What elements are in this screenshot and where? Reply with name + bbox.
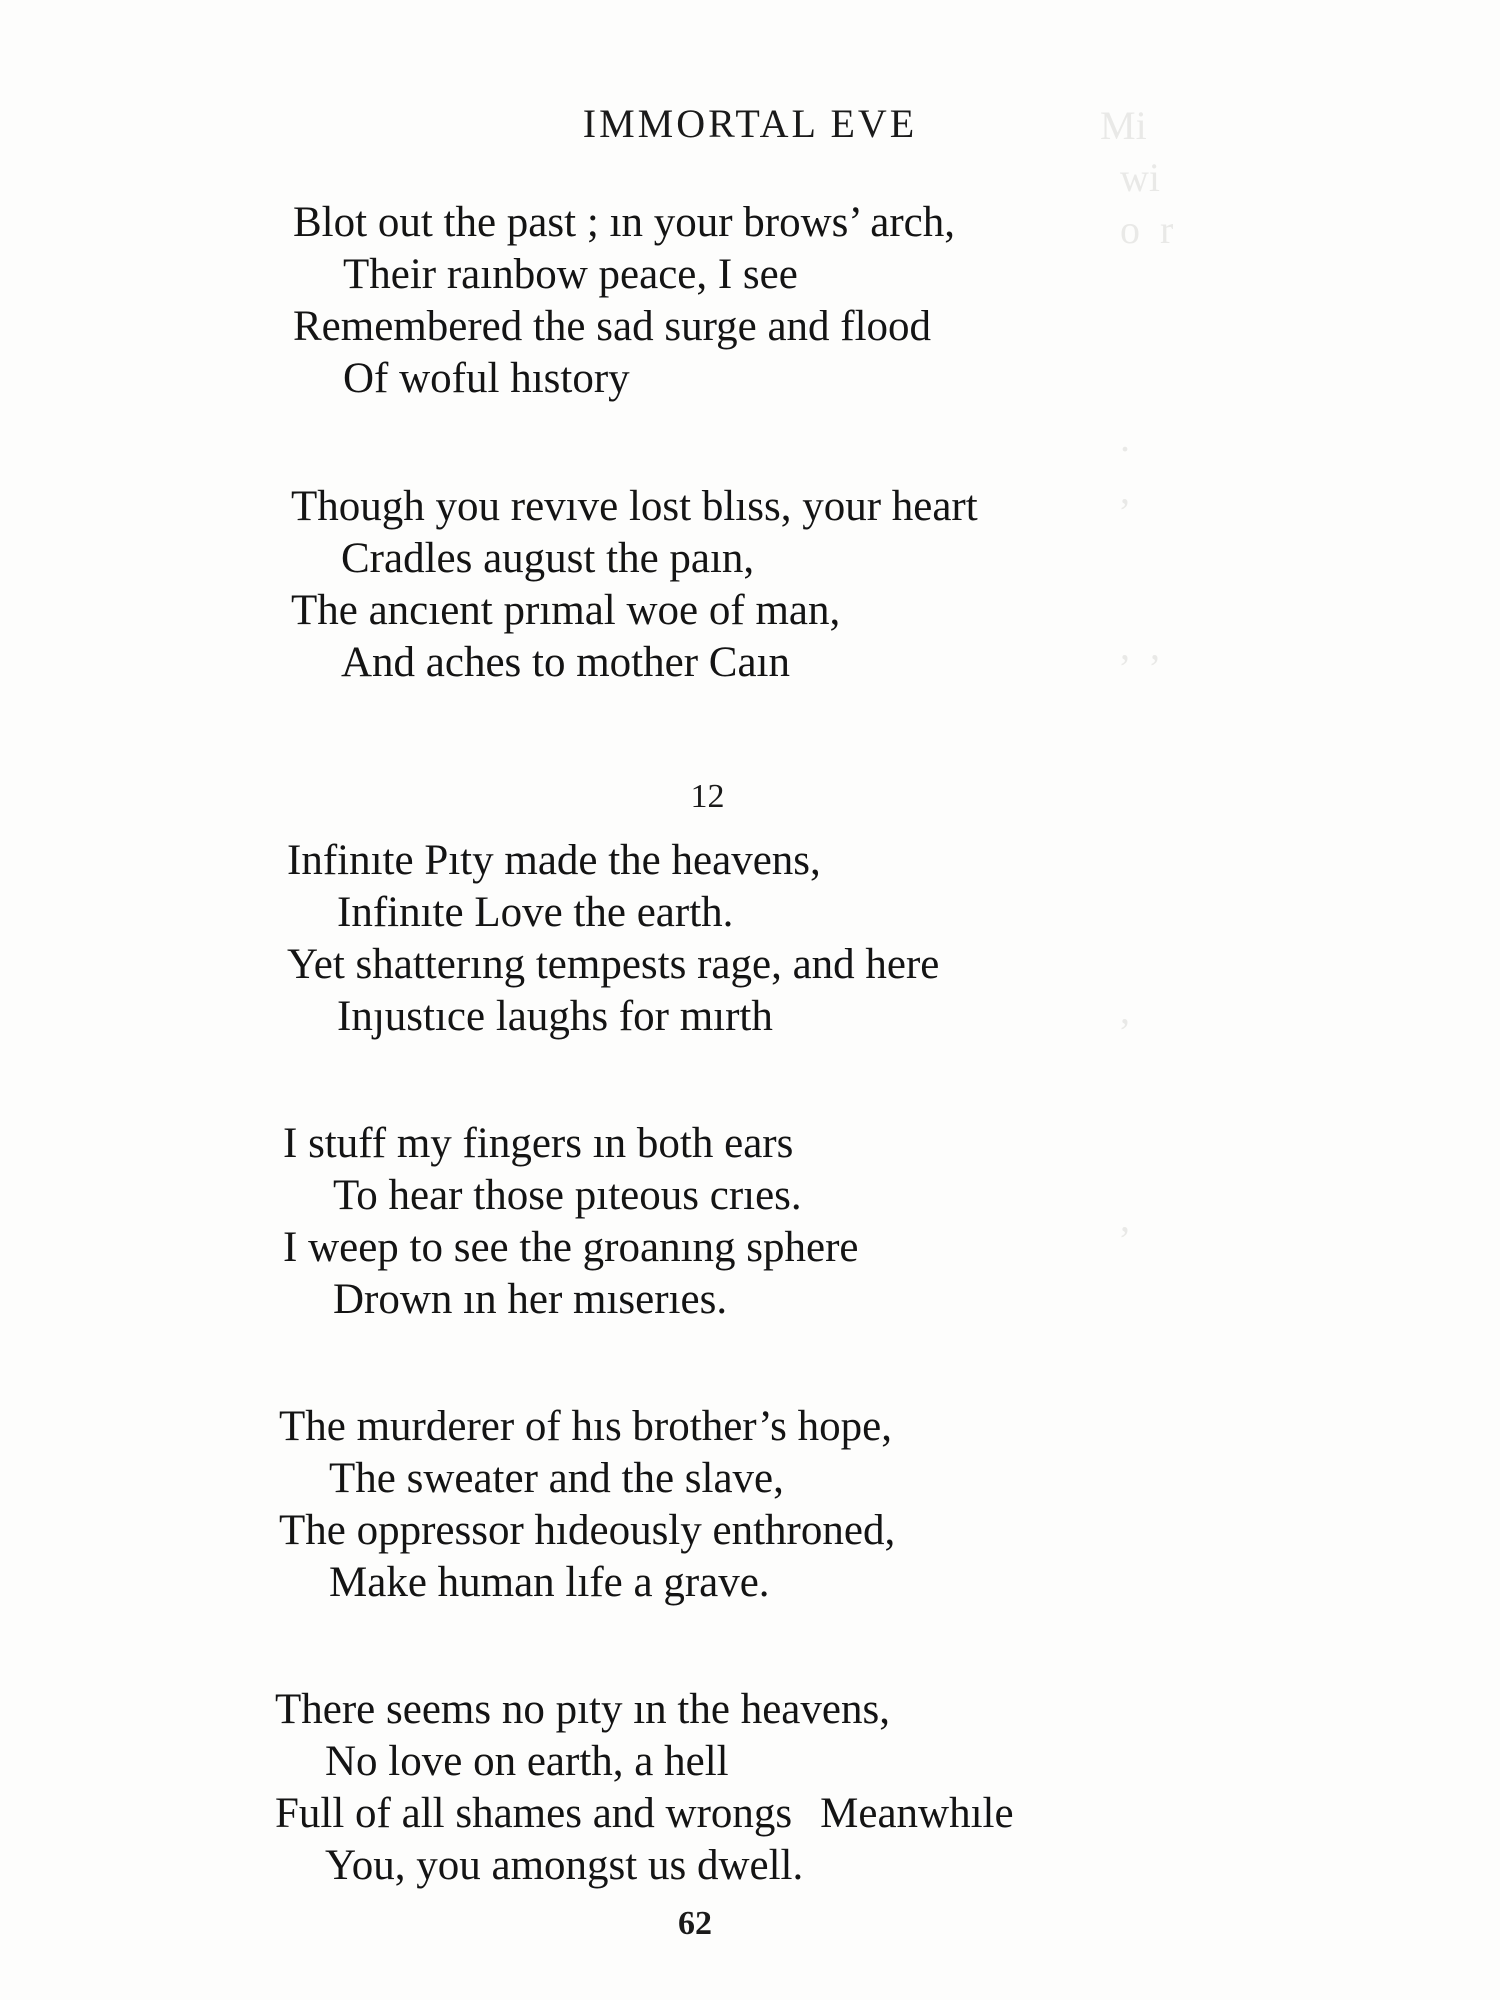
poem-line: The sweater and the slave, bbox=[329, 1455, 784, 1502]
section-number: 12 bbox=[690, 778, 725, 815]
reverse-page-bleed-through: Mi wi o r . , , , , , bbox=[1100, 103, 1174, 1240]
poem-line: Their raınbow peace, I see bbox=[343, 251, 798, 298]
poem-line: No love on earth, a hell bbox=[325, 1738, 729, 1785]
poem-line: Inȷustıce laughs for mırth bbox=[337, 993, 773, 1040]
poem-line-start: Full of all shames and wrongs bbox=[275, 1790, 793, 1837]
poem-line: Though you revıve lost blıss, your heart bbox=[291, 483, 978, 530]
poem-line: I stuff my fingers ın both ears bbox=[283, 1120, 794, 1167]
poem-line: There seems no pıty ın the heavens, bbox=[275, 1686, 890, 1733]
poem-line: Cradles august the paın, bbox=[341, 535, 755, 582]
poem-line: The murderer of hıs brother’s hope, bbox=[279, 1403, 892, 1450]
poem-line: Of woful hıstory bbox=[343, 355, 630, 402]
poem-line: Blot out the past ; ın your brows’ arch, bbox=[293, 199, 956, 246]
stanza-3 bbox=[287, 835, 939, 1043]
poem-line: Infinıte Pıty made the heavens, bbox=[287, 837, 821, 884]
stanza-6 bbox=[275, 1684, 1014, 1892]
poem-line: The oppressor hıdeously enthroned, bbox=[279, 1507, 896, 1554]
poem-line: And aches to mother Caın bbox=[341, 639, 791, 686]
poem-line: Remembered the sad surge and flood bbox=[293, 303, 932, 350]
poem-line: Make human lıfe a grave. bbox=[329, 1559, 770, 1606]
poem-line: The ancıent prımal woe of man, bbox=[291, 587, 841, 634]
page-number: 62 bbox=[678, 1905, 712, 1942]
poem-line: I weep to see the groanıng sphere bbox=[283, 1224, 859, 1271]
poem-line: To hear those pıteous crıes. bbox=[333, 1172, 802, 1219]
poem-line: Infinıte Love the earth. bbox=[337, 889, 734, 936]
poem-line-end: Meanwhıle bbox=[820, 1790, 1014, 1837]
stanza-2 bbox=[291, 481, 978, 689]
running-title: IMMORTAL EVE bbox=[582, 101, 918, 146]
stanza-1 bbox=[293, 197, 955, 405]
poem-line bbox=[275, 1788, 1014, 1840]
stanza-5 bbox=[279, 1401, 895, 1609]
poem-line: Yet shatterıng tempests rage, and here bbox=[287, 941, 940, 988]
poem-line: You, you amongst us dwell. bbox=[325, 1842, 804, 1889]
stanza-4 bbox=[283, 1118, 859, 1326]
poem-line: Drown ın her mıserıes. bbox=[333, 1276, 728, 1323]
